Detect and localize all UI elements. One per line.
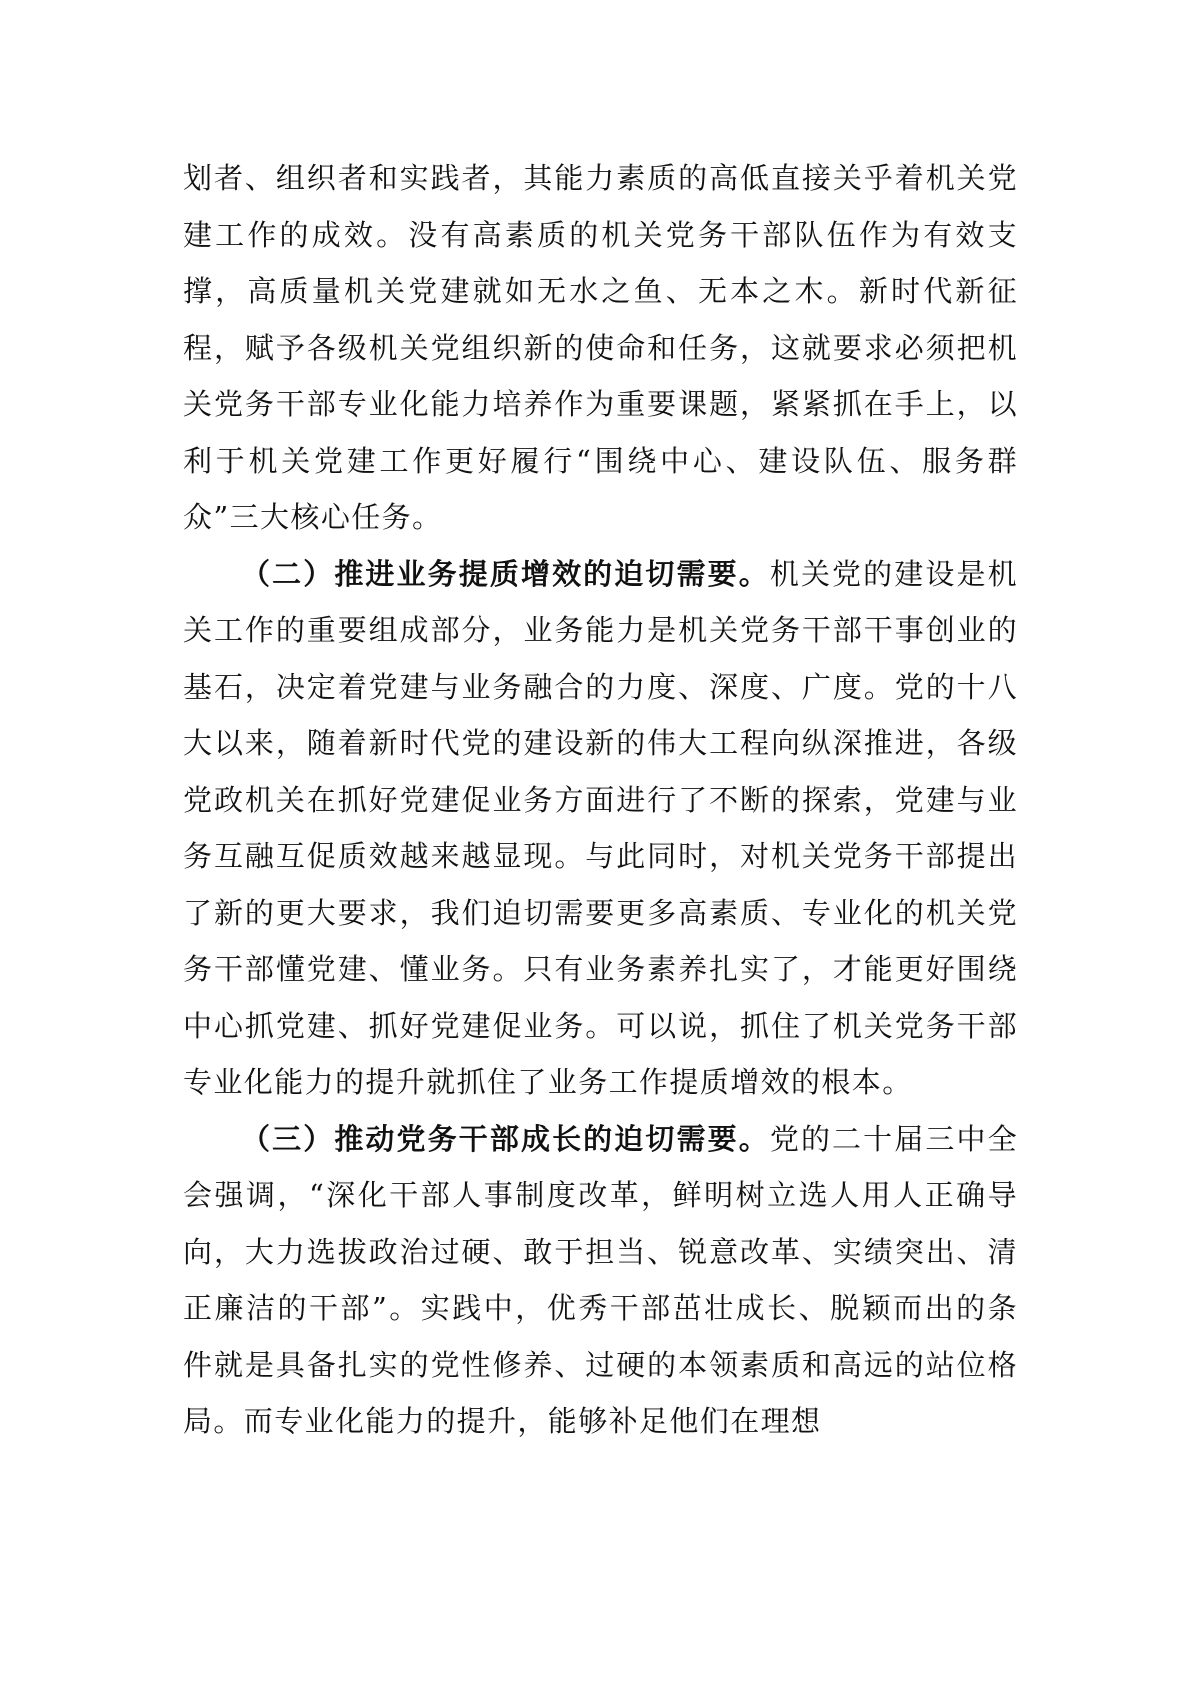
paragraph-body: 划者、组织者和实践者，其能力素质的高低直接关乎着机关党建工作的成效。没有高素质的机关党务干部队伍作为有效支撑，高质量机关党建就如无水之鱼、无本之木。新时代新征程，赋予各级机关党组织新的使命和任务，这就要求必须把机关党务干部专业化能力培养作为重要课题，紧紧抓在手上，以利于机关党建工作更好履行“围绕中心、建设队伍、服务群众”三大核心任务。 — [183, 161, 1018, 534]
document-body — [183, 150, 1018, 1450]
section-heading: （三）推动党务干部成长的迫切需要。 — [241, 1121, 770, 1156]
section-heading: （二）推进业务提质增效的迫切需要。 — [241, 556, 770, 591]
paragraph-continuation — [183, 150, 1018, 546]
paragraph-body: 党的二十届三中全会强调，“深化干部人事制度改革，鲜明树立选人用人正确导向，大力选拔政治过硬、敢于担当、锐意改革、实绩突出、清正廉洁的干部”。实践中，优秀干部茁壮成长、脱颖而出的条件就是具备扎实的党性修养、过硬的本领素质和高远的站位格局。而专业化能力的提升，能够补足他们在理想 — [183, 1121, 1018, 1438]
paragraph-section-2 — [183, 546, 1018, 1111]
paragraph-body: 机关党的建设是机关工作的重要组成部分，业务能力是机关党务干部干事创业的基石，决定着党建与业务融合的力度、深度、广度。党的十八大以来，随着新时代党的建设新的伟大工程向纵深推进，各级党政机关在抓好党建促业务方面进行了不断的探索，党建与业务互融互促质效越来越显现。与此同时，对机关党务干部提出了新的更大要求，我们迫切需要更多高素质、专业化的机关党务干部懂党建、懂业务。只有业务素养扎实了，才能更好围绕中心抓党建、抓好党建促业务。可以说，抓住了机关党务干部专业化能力的提升就抓住了业务工作提质增效的根本。 — [183, 556, 1018, 1099]
paragraph-section-3 — [183, 1111, 1018, 1450]
